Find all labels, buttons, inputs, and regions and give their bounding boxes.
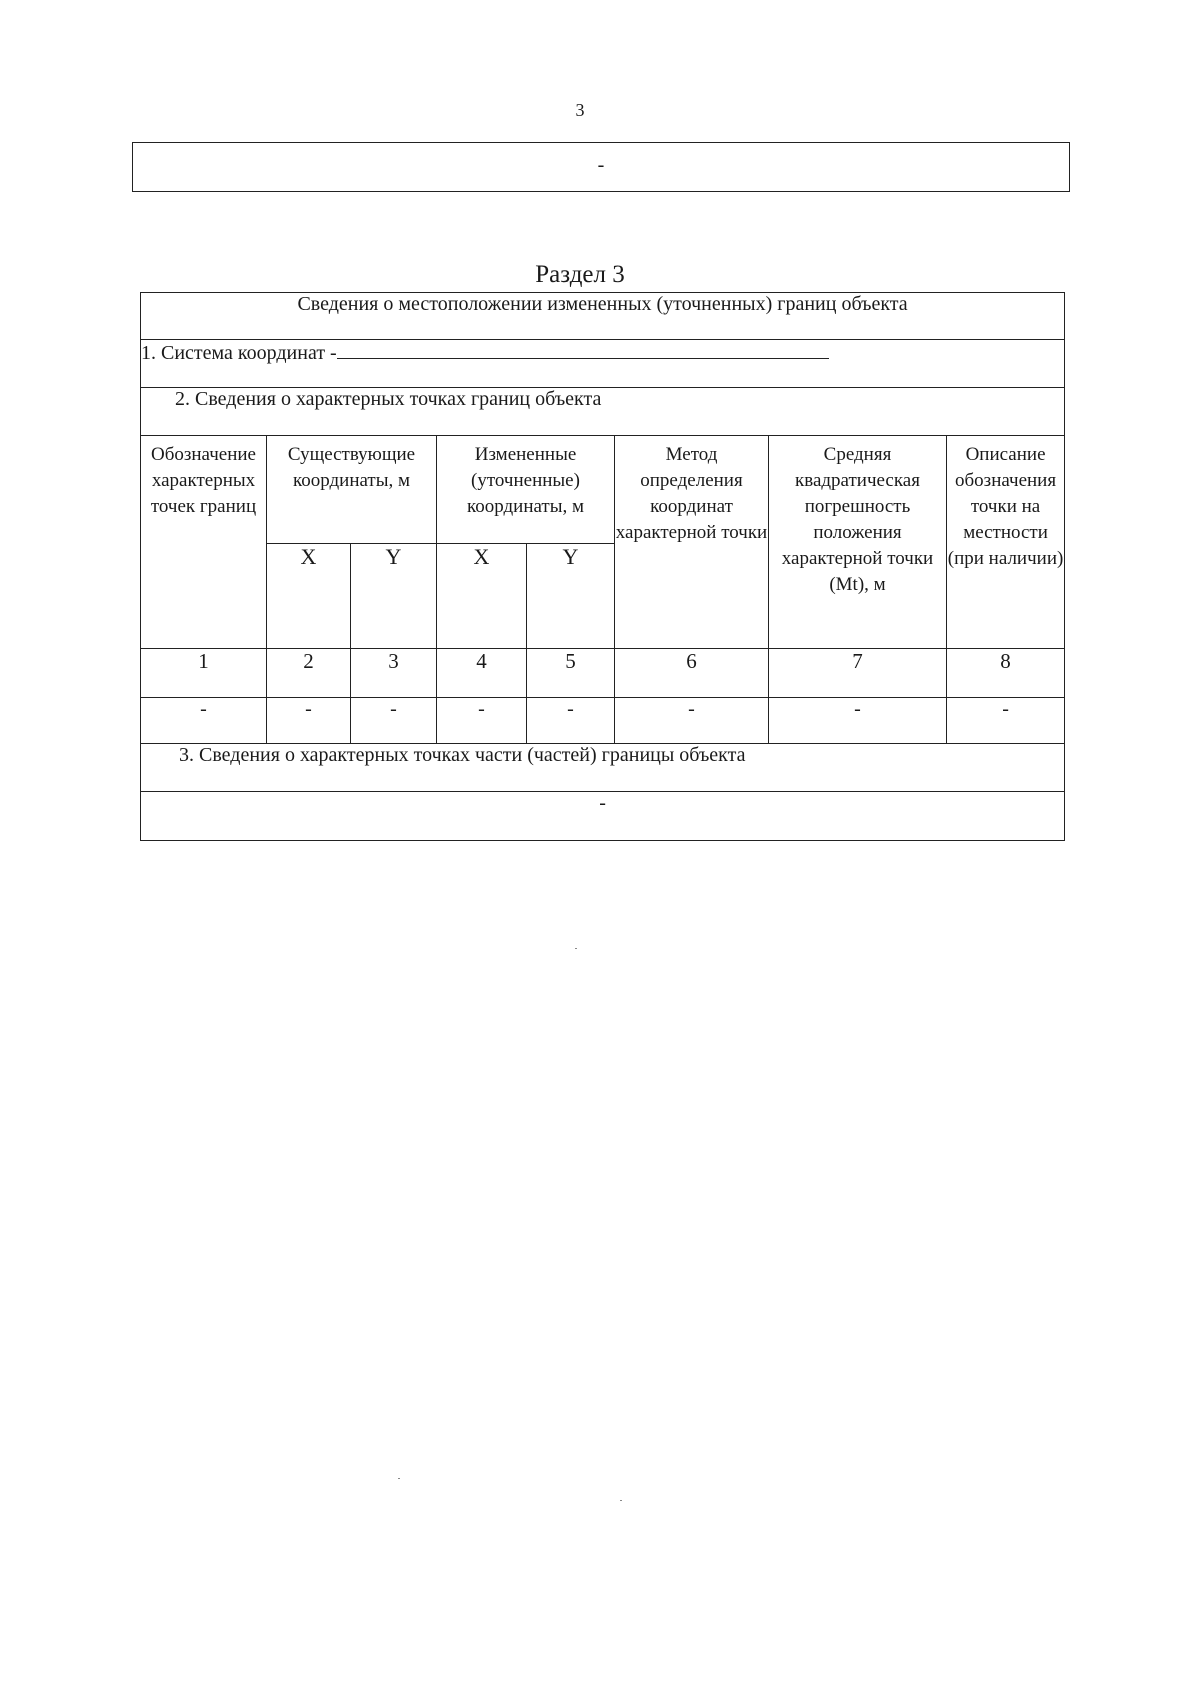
column-number: 4 — [437, 649, 527, 698]
scan-speck — [620, 1500, 622, 1501]
scan-speck — [575, 948, 577, 949]
data-cell: - — [947, 698, 1065, 744]
header-existing-y: Y — [351, 544, 437, 649]
header-changed-y: Y — [527, 544, 615, 649]
column-number: 1 — [141, 649, 267, 698]
coord-system-label: 1. Система координат - — [141, 342, 337, 364]
column-number: 5 — [527, 649, 615, 698]
coord-system-blank — [337, 340, 829, 359]
section-title: Раздел 3 — [535, 261, 625, 288]
data-cell: - — [267, 698, 351, 744]
coord-system-row — [141, 340, 1065, 388]
header-error: Средняя квадратическая погрешность положения характерной точки (Mt), м — [769, 436, 947, 649]
header-existing-x: X — [267, 544, 351, 649]
column-number: 6 — [615, 649, 769, 698]
header-designation: Обозначение характерных точек границ — [141, 436, 267, 649]
data-cell: - — [615, 698, 769, 744]
data-cell: - — [437, 698, 527, 744]
header-changed-coords: Измененные (уточненные) координаты, м — [437, 436, 615, 544]
data-cell: - — [527, 698, 615, 744]
boundaries-table — [140, 292, 1065, 841]
header-description: Описание обозначения точки на местности (при наличии) — [947, 436, 1065, 649]
parts-value: - — [141, 792, 1065, 841]
column-number: 3 — [351, 649, 437, 698]
parts-label: 3. Сведения о характерных точках части (частей) границы объекта — [141, 744, 1065, 792]
column-number: 7 — [769, 649, 947, 698]
table-title: Сведения о местоположении измененных (уточненных) границ объекта — [141, 293, 1065, 340]
data-cell: - — [351, 698, 437, 744]
previous-section-value: - — [597, 154, 605, 176]
column-number: 2 — [267, 649, 351, 698]
header-changed-x: X — [437, 544, 527, 649]
data-cell: - — [141, 698, 267, 744]
data-cell: - — [769, 698, 947, 744]
scan-speck — [398, 1478, 400, 1479]
page-number: 3 — [575, 100, 585, 120]
table-row — [141, 698, 1065, 744]
column-number: 8 — [947, 649, 1065, 698]
header-method: Метод определения координат характерной точки — [615, 436, 769, 649]
header-existing-coords: Существующие координаты, м — [267, 436, 437, 544]
previous-section-box — [132, 142, 1070, 192]
points-label: 2. Сведения о характерных точках границ объекта — [141, 388, 1065, 436]
